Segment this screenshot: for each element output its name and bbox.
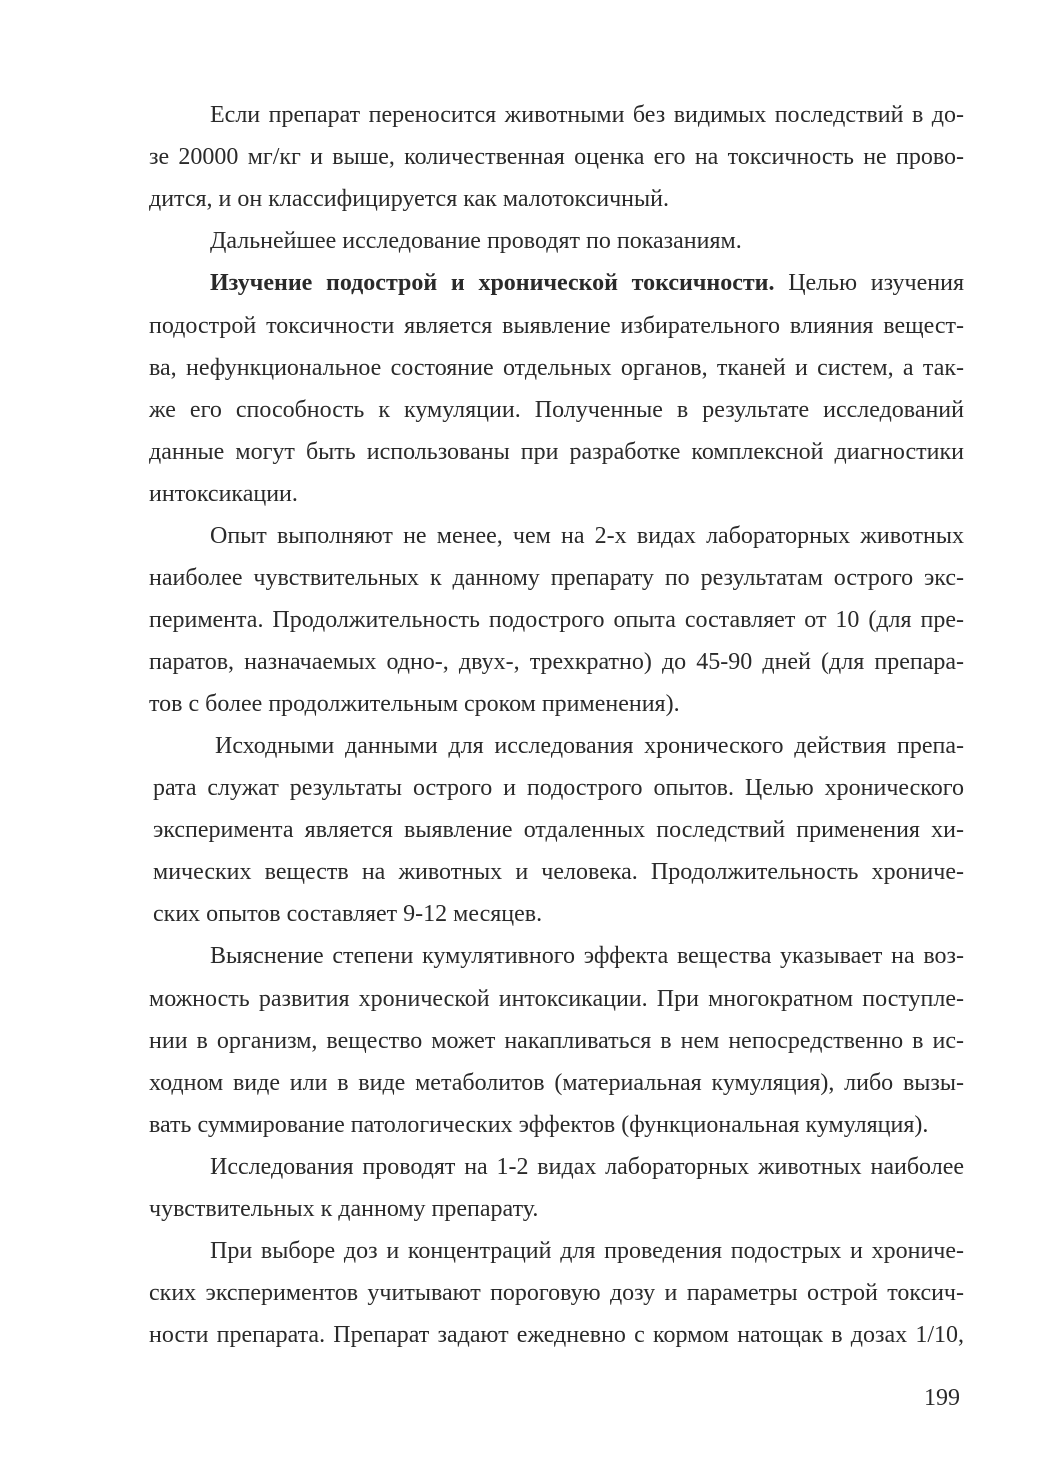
- text-line: мических веществ на животных и человека. Продолжительность хрониче-: [153, 859, 964, 885]
- text-line: данные могут быть использованы при разработке комплексной диагностики: [149, 439, 964, 465]
- section-heading: Изучение подострой и хронической токсичности.: [210, 270, 775, 296]
- text-line: дится, и он классифицируется как малотоксичный.: [149, 186, 669, 212]
- text-line: наиболее чувствительных к данному препарату по результатам острого экс-: [149, 565, 964, 591]
- text-line: Дальнейшее исследование проводят по показаниям.: [210, 228, 742, 254]
- text-line: ходном виде или в виде метаболитов (материальная кумуляция), либо вызы-: [149, 1070, 964, 1096]
- text-line: подострой токсичности является выявление избирательного влияния вещест-: [149, 313, 964, 339]
- text-line: зе 20000 мг/кг и выше, количественная оценка его на токсичность не прово-: [149, 144, 964, 170]
- text-line: Опыт выполняют не менее, чем на 2-х видах лабораторных животных: [210, 523, 964, 549]
- text-line: ва, нефункциональное состояние отдельных органов, тканей и систем, а так-: [149, 355, 964, 381]
- text-line: Исследования проводят на 1-2 видах лабораторных животных наиболее: [210, 1154, 964, 1180]
- text-line: рата служат результаты острого и подострого опытов. Целью хронического: [153, 775, 964, 801]
- text-line: вать суммирование патологических эффектов (функциональная кумуляция).: [149, 1112, 929, 1138]
- text-line: ских экспериментов учитывают пороговую дозу и параметры острой токсич-: [149, 1280, 964, 1306]
- text-line: ности препарата. Препарат задают ежедневно с кормом натощак в дозах 1/10,: [149, 1322, 964, 1348]
- text-line: чувствительных к данному препарату.: [149, 1196, 539, 1222]
- text-line: нии в организм, вещество может накапливаться в нем непосредственно в ис-: [149, 1028, 964, 1054]
- text-line: При выборе доз и концентраций для проведения подострых и хрониче-: [210, 1238, 964, 1264]
- text-line: перимента. Продолжительность подострого опыта составляет от 10 (для пре-: [149, 607, 964, 633]
- text-line: эксперимента является выявление отдаленных последствий применения хи-: [153, 817, 964, 843]
- text-line: интоксикации.: [149, 481, 298, 507]
- text-line: же его способность к кумуляции. Полученные в результате исследований: [149, 397, 964, 423]
- heading-line: [210, 268, 964, 298]
- heading-line-rest: Целью изучения: [788, 270, 965, 296]
- text-line: Исходными данными для исследования хронического действия препа-: [215, 733, 964, 759]
- text-line: тов с более продолжительным сроком применения).: [149, 691, 680, 717]
- text-line: можность развития хронической интоксикации. При многократном поступле-: [149, 986, 964, 1012]
- text-line: паратов, назначаемых одно-, двух-, трехкратно) до 45-90 дней (для препара-: [149, 649, 964, 675]
- page-number: 199: [924, 1385, 960, 1411]
- text-line: ских опытов составляет 9-12 месяцев.: [153, 901, 543, 927]
- text-line: Выяснение степени кумулятивного эффекта вещества указывает на воз-: [210, 943, 964, 969]
- text-line: Если препарат переносится животными без видимых последствий в до-: [210, 102, 964, 128]
